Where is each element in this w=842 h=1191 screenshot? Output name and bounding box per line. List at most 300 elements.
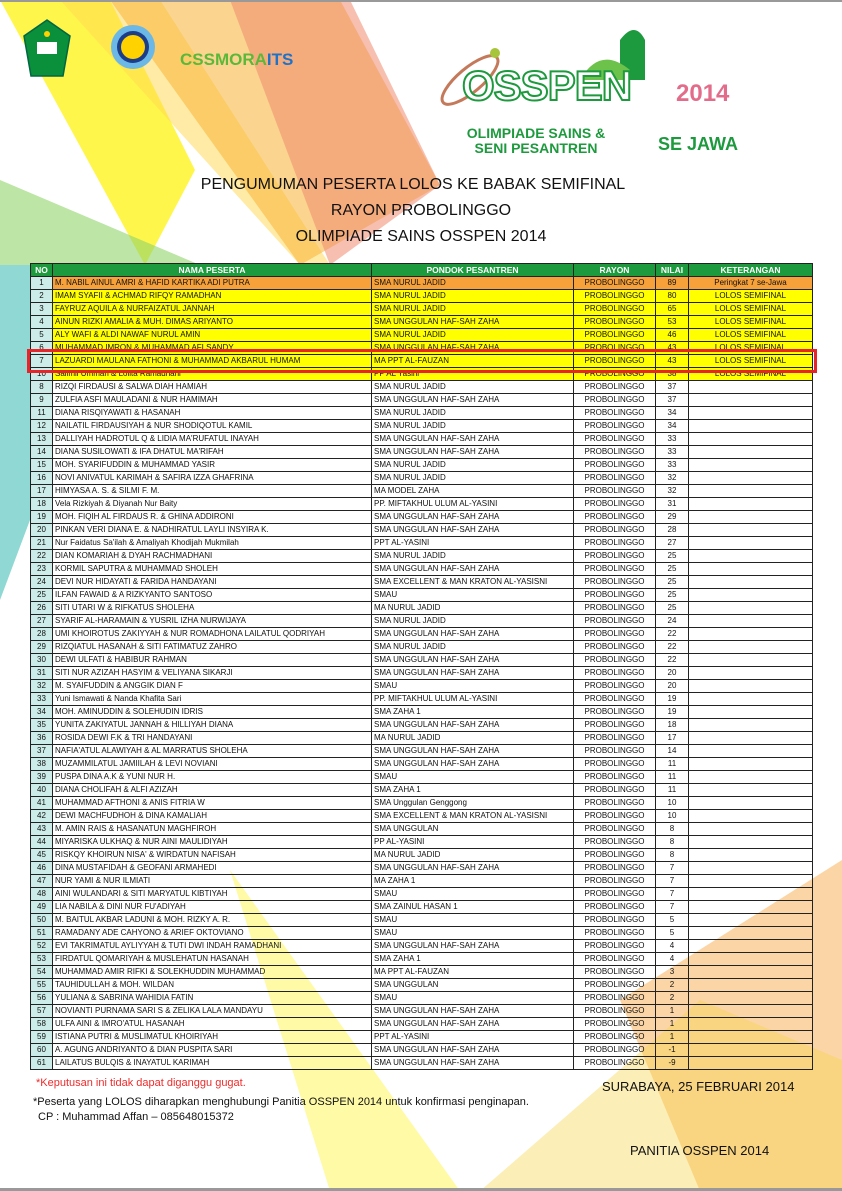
cell-school: SMA UNGGULAN HAF-SAH ZAHA xyxy=(372,316,574,329)
title-line1: PENGUMUMAN PESERTA LOLOS KE BABAK SEMIFINAL xyxy=(200,176,626,193)
cell-rayon: PROBOLINGGO xyxy=(574,563,656,576)
note-final-decision: *Keputusan ini tidak dapat diganggu gugat. xyxy=(36,1077,246,1089)
cell-remark xyxy=(689,797,813,810)
cell-remark xyxy=(689,849,813,862)
cell-no: 41 xyxy=(31,797,53,810)
cell-no: 43 xyxy=(31,823,53,836)
cell-name: MUHAMMAD AFTHONI & ANIS FITRIA W xyxy=(53,797,372,810)
table-row xyxy=(31,446,813,459)
cell-no: 33 xyxy=(31,693,53,706)
cell-remark: Peringkat 7 se-Jawa xyxy=(689,277,813,290)
cell-school: SMA NURUL JADID xyxy=(372,459,574,472)
table-row xyxy=(31,732,813,745)
table-row xyxy=(31,485,813,498)
cell-remark xyxy=(689,992,813,1005)
cell-rayon: PROBOLINGGO xyxy=(574,719,656,732)
cell-name: RISKQY KHOIRUN NISA' & WIRDATUN NAFISAH xyxy=(53,849,372,862)
cell-remark xyxy=(689,537,813,550)
cell-remark xyxy=(689,407,813,420)
table-row xyxy=(31,992,813,1005)
cell-score: 37 xyxy=(656,394,689,407)
signatory: PANITIA OSSPEN 2014 xyxy=(630,1143,770,1158)
cell-remark xyxy=(689,706,813,719)
cell-rayon: PROBOLINGGO xyxy=(574,446,656,459)
table-row xyxy=(31,888,813,901)
cell-rayon: PROBOLINGGO xyxy=(574,953,656,966)
table-row xyxy=(31,979,813,992)
cell-school: SMA EXCELLENT & MAN KRATON AL-YASISNI xyxy=(372,810,574,823)
cell-score: 25 xyxy=(656,563,689,576)
cell-score: 33 xyxy=(656,459,689,472)
cell-name: MOH. FIQIH AL FIRDAUS R. & GHINA ADDIRONI xyxy=(53,511,372,524)
event-year: 2014 xyxy=(676,80,730,107)
cell-remark xyxy=(689,745,813,758)
cell-school: SMAU xyxy=(372,888,574,901)
cell-name: AINUN RIZKI AMALIA & MUH. DIMAS ARIYANTO xyxy=(53,316,372,329)
cell-school: PP. MIFTAKHUL ULUM AL-YASINI xyxy=(372,693,574,706)
cell-school: SMA NURUL JADID xyxy=(372,550,574,563)
cell-school: SMA UNGGULAN HAF-SAH ZAHA xyxy=(372,1018,574,1031)
table-row xyxy=(31,303,813,316)
table-row xyxy=(31,641,813,654)
cell-remark xyxy=(689,511,813,524)
cell-school: SMAU xyxy=(372,927,574,940)
cell-name: TAUHIDULLAH & MOH. WILDAN xyxy=(53,979,372,992)
cell-no: 48 xyxy=(31,888,53,901)
cell-remark xyxy=(689,498,813,511)
cell-no: 59 xyxy=(31,1031,53,1044)
place-date: SURABAYA, 25 FEBRUARI 2014 xyxy=(602,1079,795,1094)
cell-name: IMAM SYAFII & ACHMAD RIFQY RAMADHAN xyxy=(53,290,372,303)
cell-school: SMA NURUL JADID xyxy=(372,472,574,485)
table-row xyxy=(31,329,813,342)
table-row xyxy=(31,1005,813,1018)
cell-school: SMA UNGGULAN HAF-SAH ZAHA xyxy=(372,433,574,446)
table-row xyxy=(31,550,813,563)
cell-name: M. BAITUL AKBAR LADUNI & MOH. RIZKY A. R. xyxy=(53,914,372,927)
cell-score: 8 xyxy=(656,823,689,836)
cell-score: 53 xyxy=(656,316,689,329)
cell-remark xyxy=(689,485,813,498)
cell-no: 53 xyxy=(31,953,53,966)
cell-score: 28 xyxy=(656,524,689,537)
cell-no: 9 xyxy=(31,394,53,407)
cell-no: 51 xyxy=(31,927,53,940)
cell-rayon: PROBOLINGGO xyxy=(574,732,656,745)
cell-school: SMA UNGGULAN HAF-SAH ZAHA xyxy=(372,758,574,771)
cell-name: Yuni Ismawati & Nanda Khafita Sari xyxy=(53,693,372,706)
cell-no: 61 xyxy=(31,1057,53,1070)
cell-no: 7 xyxy=(31,355,53,368)
table-row xyxy=(31,602,813,615)
cell-name: ILFAN FAWAID & A RIZKYANTO SANTOSO xyxy=(53,589,372,602)
cell-school: SMAU xyxy=(372,914,574,927)
cell-remark xyxy=(689,550,813,563)
cell-name: MIYARISKA ULKHAQ & NUR AINI MAULIDIYAH xyxy=(53,836,372,849)
cell-score: 4 xyxy=(656,940,689,953)
cell-school: SMA UNGGULAN HAF-SAH ZAHA xyxy=(372,1044,574,1057)
cell-score: 22 xyxy=(656,628,689,641)
table-header-row xyxy=(31,264,813,277)
cell-name: DEWI MACHFUDHOH & DINA KAMALIAH xyxy=(53,810,372,823)
cell-remark xyxy=(689,888,813,901)
cell-no: 12 xyxy=(31,420,53,433)
table-row xyxy=(31,680,813,693)
cell-score: 19 xyxy=(656,706,689,719)
cell-remark xyxy=(689,420,813,433)
cell-name: UMI KHOIROTUS ZAKIYYAH & NUR ROMADHONA LAILATUL QODRIYAH xyxy=(53,628,372,641)
cell-name: ULFA AINI & IMRO'ATUL HASANAH xyxy=(53,1018,372,1031)
cell-school: SMA UNGGULAN HAF-SAH ZAHA xyxy=(372,862,574,875)
cell-remark: LOLOS SEMIFINAL xyxy=(689,355,813,368)
cell-no: 50 xyxy=(31,914,53,927)
cell-school: SMA UNGGULAN HAF-SAH ZAHA xyxy=(372,446,574,459)
table-row xyxy=(31,1057,813,1070)
cell-no: 22 xyxy=(31,550,53,563)
cell-no: 30 xyxy=(31,654,53,667)
cell-school: SMA UNGGULAN HAF-SAH ZAHA xyxy=(372,394,574,407)
cell-no: 14 xyxy=(31,446,53,459)
cell-name: SYARIF AL-HARAMAIN & YUSRIL IZHA NURWIJAYA xyxy=(53,615,372,628)
cell-name: DEWI ULFATI & HABIBUR RAHMAN xyxy=(53,654,372,667)
cell-remark xyxy=(689,693,813,706)
cell-rayon: PROBOLINGGO xyxy=(574,745,656,758)
cell-name: NAILATIL FIRDAUSIYAH & NUR SHODIQOTUL KAMIL xyxy=(53,420,372,433)
cell-no: 56 xyxy=(31,992,53,1005)
cell-name: DIAN KOMARIAH & DYAH RACHMADHANI xyxy=(53,550,372,563)
table-row xyxy=(31,914,813,927)
cell-rayon: PROBOLINGGO xyxy=(574,1005,656,1018)
cell-rayon: PROBOLINGGO xyxy=(574,966,656,979)
cell-score: 25 xyxy=(656,550,689,563)
cell-no: 37 xyxy=(31,745,53,758)
table-row xyxy=(31,758,813,771)
cell-school: SMA UNGGULAN xyxy=(372,823,574,836)
cell-score: 14 xyxy=(656,745,689,758)
cell-no: 11 xyxy=(31,407,53,420)
cell-school: SMAU xyxy=(372,992,574,1005)
cell-remark: LOLOS SEMIFINAL xyxy=(689,342,813,355)
cell-school: PP. MIFTAKHUL ULUM AL-YASINI xyxy=(372,498,574,511)
cell-remark xyxy=(689,953,813,966)
column-header-rayon: RAYON xyxy=(574,264,656,277)
cell-no: 16 xyxy=(31,472,53,485)
cell-remark xyxy=(689,1057,813,1070)
cell-no: 32 xyxy=(31,680,53,693)
cell-school: SMA NURUL JADID xyxy=(372,381,574,394)
cell-no: 8 xyxy=(31,381,53,394)
cell-remark xyxy=(689,1044,813,1057)
cell-score: 3 xyxy=(656,966,689,979)
cell-name: DEVI NUR HIDAYATI & FARIDA HANDAYANI xyxy=(53,576,372,589)
cell-rayon: PROBOLINGGO xyxy=(574,654,656,667)
cell-rayon: PROBOLINGGO xyxy=(574,498,656,511)
cell-rayon: PROBOLINGGO xyxy=(574,823,656,836)
table-row xyxy=(31,277,813,290)
cell-school: SMA UNGGULAN HAF-SAH ZAHA xyxy=(372,667,574,680)
cell-name: NOVI ANIVATUL KARIMAH & SAFIRA IZZA GHAFRINA xyxy=(53,472,372,485)
cell-rayon: PROBOLINGGO xyxy=(574,329,656,342)
table-row xyxy=(31,628,813,641)
cell-score: 17 xyxy=(656,732,689,745)
cell-name: EVI TAKRIMATUL AYLIYYAH & TUTI DWI INDAH RAMADHANI xyxy=(53,940,372,953)
table-row xyxy=(31,576,813,589)
cell-school: SMA UNGGULAN xyxy=(372,979,574,992)
cell-rayon: PROBOLINGGO xyxy=(574,914,656,927)
table-row xyxy=(31,849,813,862)
highlight-box xyxy=(27,349,817,373)
cell-school: SMA UNGGULAN HAF-SAH ZAHA xyxy=(372,511,574,524)
cell-score: 2 xyxy=(656,979,689,992)
cell-no: 15 xyxy=(31,459,53,472)
table-row xyxy=(31,745,813,758)
cell-no: 27 xyxy=(31,615,53,628)
cell-remark xyxy=(689,433,813,446)
cell-school: SMA UNGGULAN HAF-SAH ZAHA xyxy=(372,940,574,953)
cell-school: SMA UNGGULAN HAF-SAH ZAHA xyxy=(372,524,574,537)
cell-rayon: PROBOLINGGO xyxy=(574,589,656,602)
cell-score: 89 xyxy=(656,277,689,290)
cell-score: 43 xyxy=(656,342,689,355)
cell-no: 10 xyxy=(31,368,53,381)
note-contact-committee: *Peserta yang LOLOS diharapkan menghubungi Panitia OSSPEN 2014 untuk konfirmasi penginapan. xyxy=(33,1096,529,1108)
its-logo xyxy=(108,16,158,78)
cell-score: 18 xyxy=(656,719,689,732)
table-row xyxy=(31,1031,813,1044)
cell-score: 1 xyxy=(656,1018,689,1031)
cell-school: SMA UNGGULAN HAF-SAH ZAHA xyxy=(372,1005,574,1018)
column-header-no: NO xyxy=(31,264,53,277)
cell-remark xyxy=(689,862,813,875)
cell-rayon: PROBOLINGGO xyxy=(574,368,656,381)
cell-score: 29 xyxy=(656,511,689,524)
cell-name: MOH. AMINUDDIN & SOLEHUDIN IDRIS xyxy=(53,706,372,719)
cell-name: DIANA CHOLIFAH & ALFI AZIZAH xyxy=(53,784,372,797)
cell-rayon: PROBOLINGGO xyxy=(574,797,656,810)
cell-no: 5 xyxy=(31,329,53,342)
column-header-name: NAMA PESERTA xyxy=(53,264,372,277)
cell-school: MA NURUL JADID xyxy=(372,849,574,862)
cell-score: 8 xyxy=(656,836,689,849)
table-row xyxy=(31,1044,813,1057)
cell-remark xyxy=(689,524,813,537)
cell-school: SMA UNGGULAN HAF-SAH ZAHA xyxy=(372,1057,574,1070)
cell-remark xyxy=(689,810,813,823)
cell-name: ZULFIA ASFI MAULADANI & NUR HAMIMAH xyxy=(53,394,372,407)
cell-school: SMA UNGGULAN HAF-SAH ZAHA xyxy=(372,342,574,355)
cell-score: 33 xyxy=(656,433,689,446)
cell-rayon: PROBOLINGGO xyxy=(574,849,656,862)
cell-no: 40 xyxy=(31,784,53,797)
table-row xyxy=(31,537,813,550)
table-row xyxy=(31,420,813,433)
cell-score: 5 xyxy=(656,914,689,927)
cell-name: YULIANA & SABRINA WAHIDIA FATIN xyxy=(53,992,372,1005)
cell-rayon: PROBOLINGGO xyxy=(574,511,656,524)
cell-name: RIZQIATUL HASANAH & SITI FATIMATUZ ZAHRO xyxy=(53,641,372,654)
cell-school: SMA NURUL JADID xyxy=(372,407,574,420)
cell-remark xyxy=(689,966,813,979)
cell-school: PP AL Yasini xyxy=(372,368,574,381)
cell-remark xyxy=(689,927,813,940)
cell-rayon: PROBOLINGGO xyxy=(574,628,656,641)
cell-remark: LOLOS SEMIFINAL xyxy=(689,316,813,329)
cell-school: SMA NURUL JADID xyxy=(372,277,574,290)
cell-no: 21 xyxy=(31,537,53,550)
table-row xyxy=(31,667,813,680)
cell-score: 31 xyxy=(656,498,689,511)
cell-name: PUSPA DINA A.K & YUNI NUR H. xyxy=(53,771,372,784)
table-row xyxy=(31,498,813,511)
cell-score: 11 xyxy=(656,784,689,797)
results-table xyxy=(30,263,813,1070)
cell-no: 54 xyxy=(31,966,53,979)
cell-school: SMA NURUL JADID xyxy=(372,420,574,433)
cell-rayon: PROBOLINGGO xyxy=(574,602,656,615)
cell-name: ROSIDA DEWI F.K & TRI HANDAYANI xyxy=(53,732,372,745)
cell-school: PPT AL-YASINI xyxy=(372,1031,574,1044)
cell-name: M. SYAIFUDDIN & ANGGIK DIAN F xyxy=(53,680,372,693)
cell-school: SMA ZAINUL HASAN 1 xyxy=(372,901,574,914)
cell-school: SMA UNGGULAN HAF-SAH ZAHA xyxy=(372,745,574,758)
cell-score: 32 xyxy=(656,485,689,498)
cell-score: 34 xyxy=(656,420,689,433)
cell-name: Vela Rizkiyah & Diyanah Nur Baity xyxy=(53,498,372,511)
cell-remark: LOLOS SEMIFINAL xyxy=(689,329,813,342)
table-row xyxy=(31,927,813,940)
cell-rayon: PROBOLINGGO xyxy=(574,927,656,940)
event-subtitle xyxy=(425,126,647,156)
cell-name: RIZQI FIRDAUSI & SALWA DIAH HAMIAH xyxy=(53,381,372,394)
table-row xyxy=(31,459,813,472)
its-logo-text: ITS xyxy=(266,50,294,69)
table-row xyxy=(31,524,813,537)
cell-no: 31 xyxy=(31,667,53,680)
cell-rayon: PROBOLINGGO xyxy=(574,1057,656,1070)
cell-no: 58 xyxy=(31,1018,53,1031)
cell-remark xyxy=(689,1031,813,1044)
cell-name: Nur Faidatus Sa'ilah & Amaliyah Khodijah Mukmilah xyxy=(53,537,372,550)
cell-score: 7 xyxy=(656,901,689,914)
cell-name: AINI WULANDARI & SITI MARYATUL KIBTIYAH xyxy=(53,888,372,901)
cell-score: 24 xyxy=(656,615,689,628)
cell-name: KORMIL SAPUTRA & MUHAMMAD SHOLEH xyxy=(53,563,372,576)
cell-rayon: PROBOLINGGO xyxy=(574,680,656,693)
cell-remark xyxy=(689,914,813,927)
table-row xyxy=(31,966,813,979)
cell-score: 25 xyxy=(656,602,689,615)
cell-score: 34 xyxy=(656,407,689,420)
cell-remark: LOLOS SEMIFINAL xyxy=(689,368,813,381)
cell-school: SMAU xyxy=(372,589,574,602)
cell-rayon: PROBOLINGGO xyxy=(574,836,656,849)
cell-rayon: PROBOLINGGO xyxy=(574,862,656,875)
cell-no: 17 xyxy=(31,485,53,498)
table-row xyxy=(31,810,813,823)
cell-score: 22 xyxy=(656,654,689,667)
cell-rayon: PROBOLINGGO xyxy=(574,576,656,589)
cell-no: 42 xyxy=(31,810,53,823)
cell-remark xyxy=(689,576,813,589)
cell-remark xyxy=(689,719,813,732)
cell-name: DIANA RISQIYAWATI & HASANAH xyxy=(53,407,372,420)
cell-no: 23 xyxy=(31,563,53,576)
cell-school: SMA ZAHA 1 xyxy=(372,953,574,966)
event-subtitle-line2: SENI PESANTREN xyxy=(474,140,598,156)
table-row xyxy=(31,654,813,667)
cell-remark xyxy=(689,602,813,615)
title-line2: RAYON PROBOLINGGO xyxy=(330,202,512,219)
cell-rayon: PROBOLINGGO xyxy=(574,901,656,914)
cell-no: 3 xyxy=(31,303,53,316)
cell-rayon: PROBOLINGGO xyxy=(574,394,656,407)
table-row xyxy=(31,394,813,407)
cell-name: ALY WAFI & ALDI NAWAF NURUL AMIN xyxy=(53,329,372,342)
cell-rayon: PROBOLINGGO xyxy=(574,888,656,901)
table-row xyxy=(31,563,813,576)
table-row xyxy=(31,1018,813,1031)
cell-score: 7 xyxy=(656,875,689,888)
contact-person: CP : Muhammad Affan – 085648015372 xyxy=(38,1111,234,1123)
table-row xyxy=(31,472,813,485)
cell-rayon: PROBOLINGGO xyxy=(574,485,656,498)
cell-remark xyxy=(689,615,813,628)
cell-score: 32 xyxy=(656,472,689,485)
cell-name: DALLIYAH HADROTUL Q & LIDIA MA'RUFATUL INAYAH xyxy=(53,433,372,446)
cell-rayon: PROBOLINGGO xyxy=(574,784,656,797)
table-row xyxy=(31,901,813,914)
cell-no: 6 xyxy=(31,342,53,355)
cell-score: 7 xyxy=(656,888,689,901)
cell-no: 26 xyxy=(31,602,53,615)
table-row xyxy=(31,615,813,628)
cell-rayon: PROBOLINGGO xyxy=(574,303,656,316)
cell-no: 19 xyxy=(31,511,53,524)
cell-rayon: PROBOLINGGO xyxy=(574,459,656,472)
table-row xyxy=(31,706,813,719)
cell-score: 22 xyxy=(656,641,689,654)
cell-rayon: PROBOLINGGO xyxy=(574,771,656,784)
cell-rayon: PROBOLINGGO xyxy=(574,472,656,485)
cell-school: SMA ZAHA 1 xyxy=(372,706,574,719)
table-row xyxy=(31,953,813,966)
cell-school: SMA NURUL JADID xyxy=(372,615,574,628)
cell-school: SMA UNGGULAN HAF-SAH ZAHA xyxy=(372,654,574,667)
cell-no: 47 xyxy=(31,875,53,888)
cell-score: 20 xyxy=(656,667,689,680)
cell-remark xyxy=(689,589,813,602)
table-row xyxy=(31,433,813,446)
cell-score: 65 xyxy=(656,303,689,316)
cell-remark xyxy=(689,472,813,485)
cell-no: 4 xyxy=(31,316,53,329)
cell-no: 29 xyxy=(31,641,53,654)
cell-rayon: PROBOLINGGO xyxy=(574,277,656,290)
cell-rayon: PROBOLINGGO xyxy=(574,1031,656,1044)
cell-score: 33 xyxy=(656,446,689,459)
cell-rayon: PROBOLINGGO xyxy=(574,1044,656,1057)
cell-name: NAFIA'ATUL ALAWIYAH & AL MARRATUS SHOLEHA xyxy=(53,745,372,758)
cell-school: MA ZAHA 1 xyxy=(372,875,574,888)
cell-rayon: PROBOLINGGO xyxy=(574,706,656,719)
cell-name: SITI NUR AZIZAH HASYIM & VELIYANA SIKARJI xyxy=(53,667,372,680)
cell-school: PP AL-YASINI xyxy=(372,836,574,849)
cell-score: 8 xyxy=(656,849,689,862)
table-row xyxy=(31,511,813,524)
cssmora-logo-text: CSSMORA xyxy=(180,50,267,69)
cell-remark: LOLOS SEMIFINAL xyxy=(689,303,813,316)
cell-score: 37 xyxy=(656,381,689,394)
